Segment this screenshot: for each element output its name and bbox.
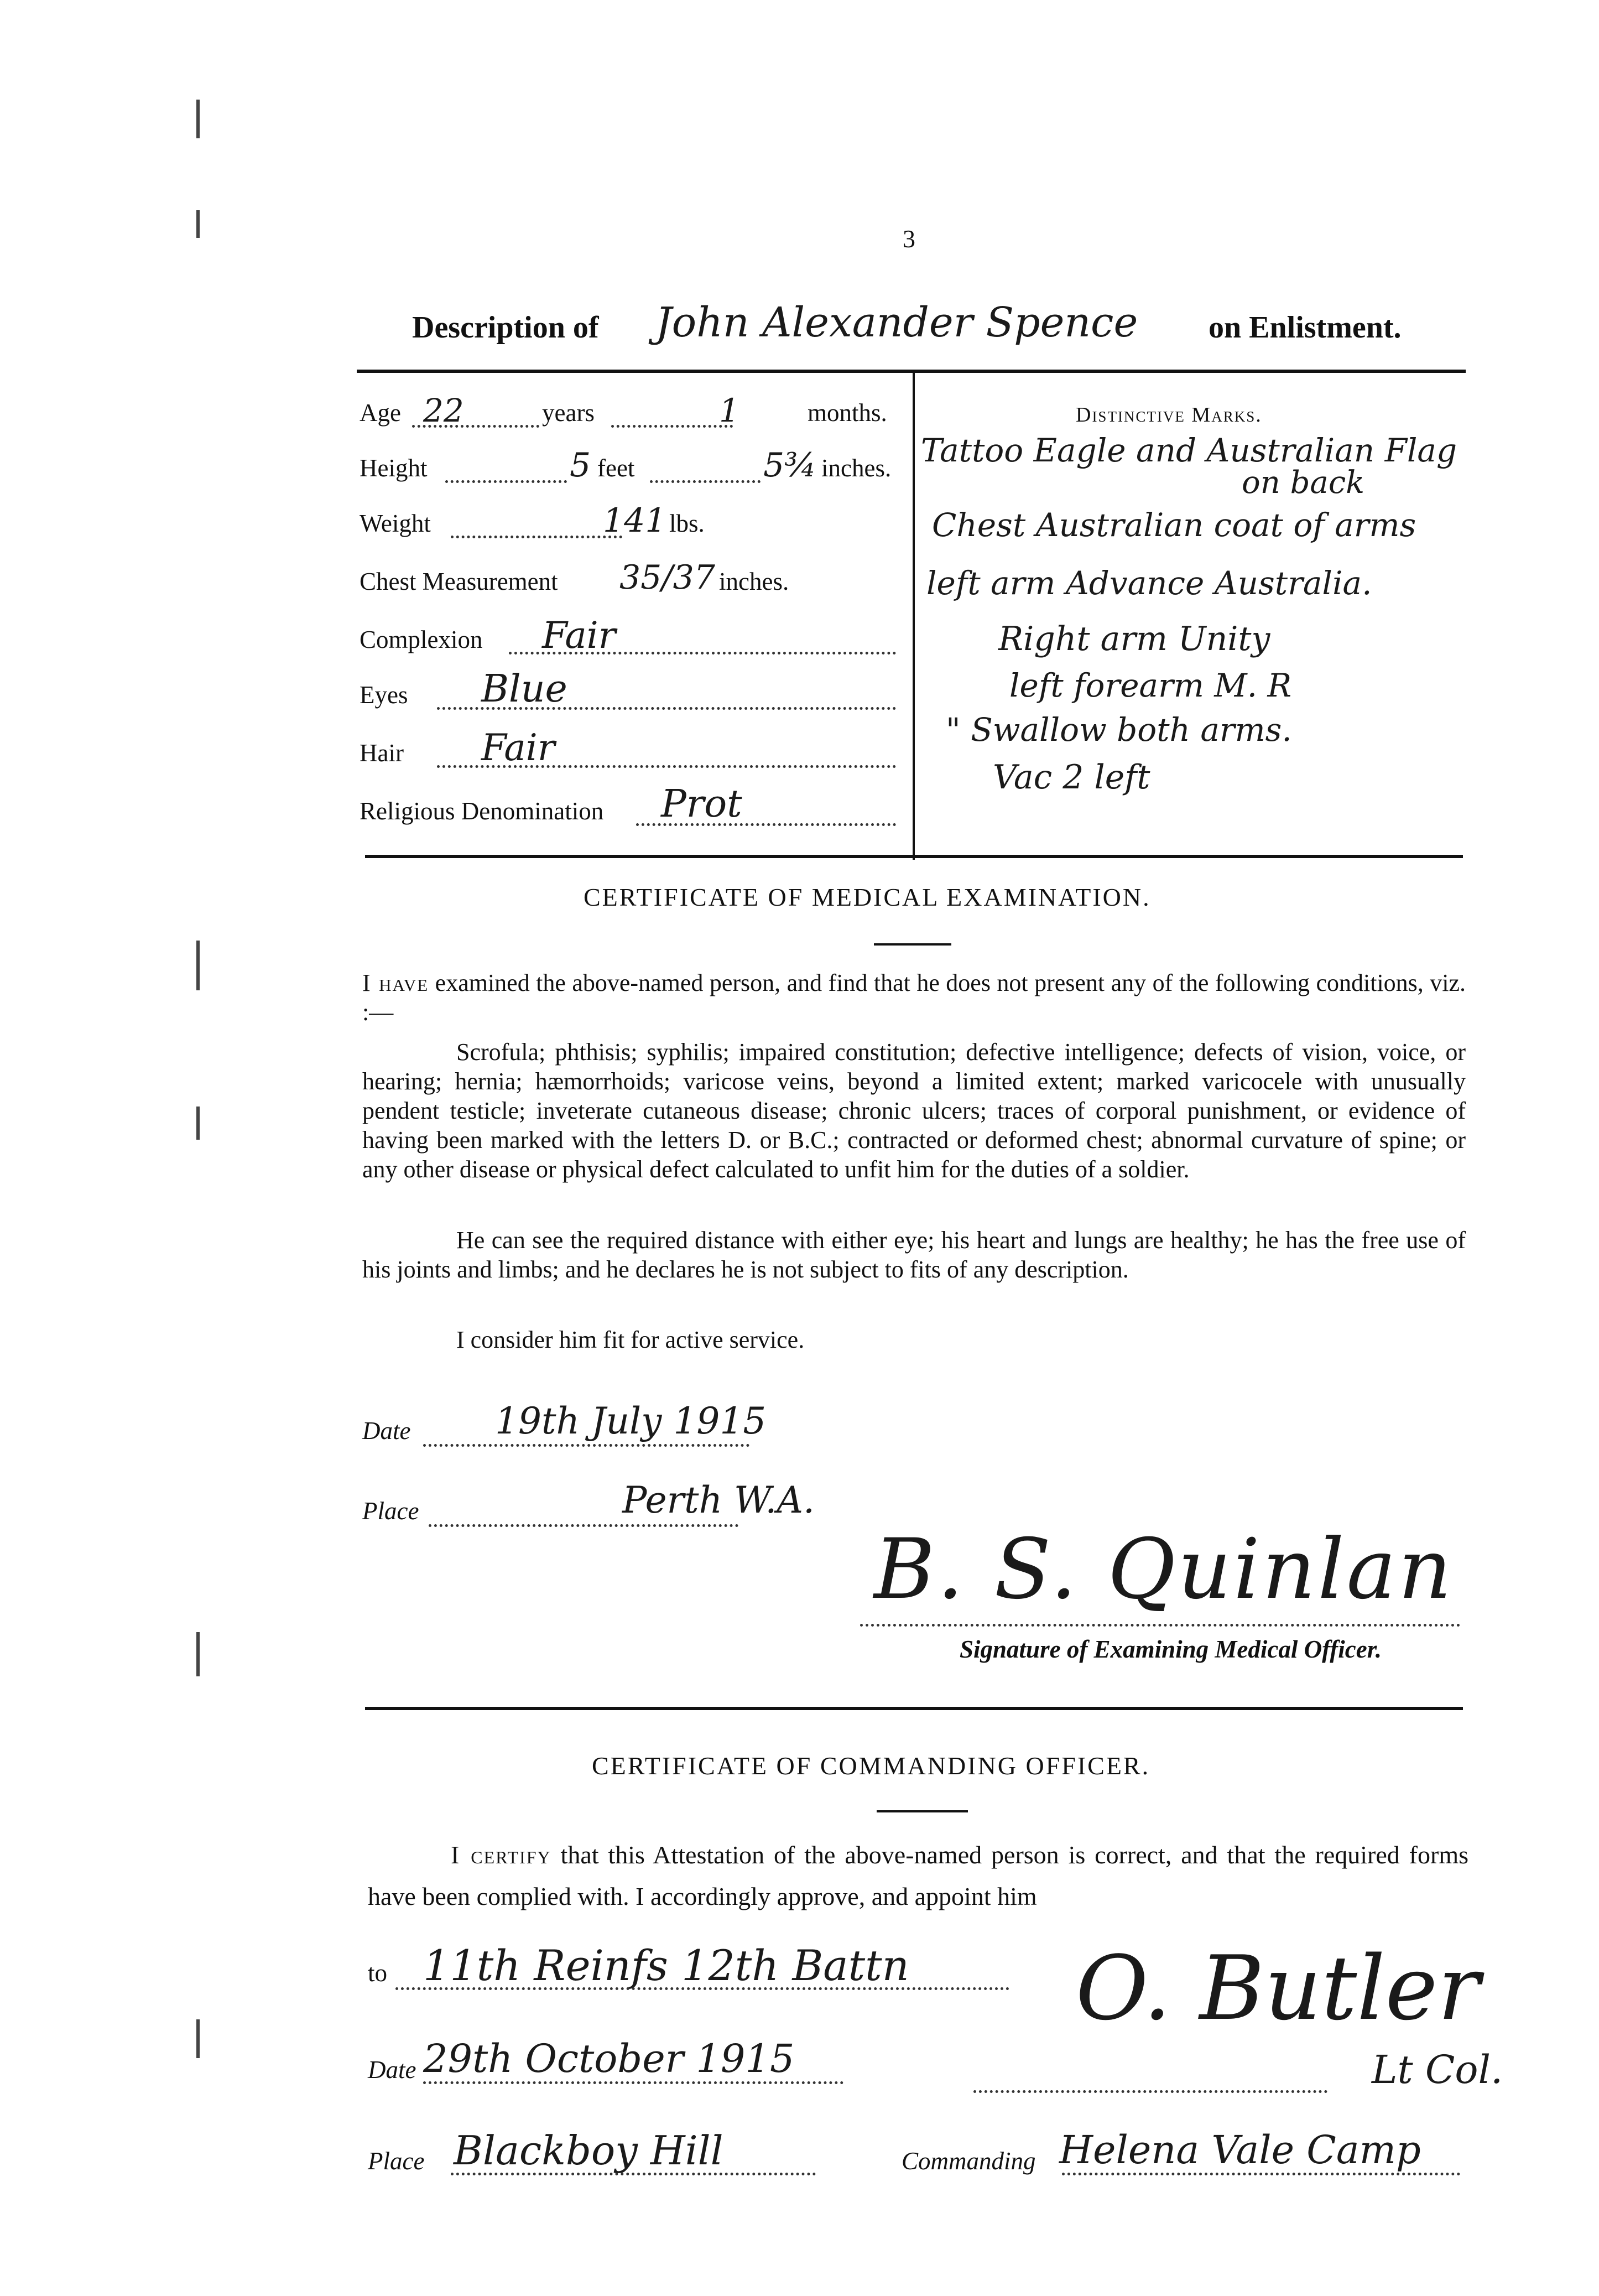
medical-intro [362,968,1466,1027]
complexion-value: Fair [542,614,616,657]
weight-value: 141 [603,501,666,540]
distinctive-marks-list [921,432,1574,819]
intro-lead: I have [362,969,429,996]
heading-underline [877,1810,968,1812]
height-label: Height [360,454,428,482]
scan-mark [196,1632,200,1676]
age-months: 1 [719,392,739,429]
mark-line: Chest Australian coat of arms [932,506,1416,544]
complexion-label: Complexion [360,626,483,653]
religion-row [360,782,899,835]
religion-label: Religious Denomination [360,797,604,825]
medical-place-label: Place [362,1497,419,1525]
medical-date-row [362,1400,971,1455]
commanding-label: Commanding [902,2147,1036,2175]
medical-date-label: Date [362,1417,411,1445]
chest-row [360,558,896,606]
page-number: 3 [903,225,915,253]
scan-mark [196,1107,200,1140]
signature-line [860,1624,1460,1627]
age-row [360,392,896,432]
mark-line: on back [1242,465,1365,501]
scan-mark [196,2019,200,2058]
commanding-rank: Lt Col. [1372,2047,1503,2092]
inches-label: inches. [821,454,892,482]
mark-line: Tattoo Eagle and Australian Flag [921,432,1457,469]
scan-mark [196,941,200,990]
height-row [360,446,907,492]
commanding-place-value: Blackboy Hill [454,2127,723,2174]
medical-signature-caption: Signature of Examining Medical Officer. [960,1635,1382,1663]
certify-rest: that this Attestation of the above-named person is correct, and that the required forms have been complied with. I accordingly approve, and appoint him [368,1841,1469,1910]
chest-label: Chest Measurement [360,568,558,595]
medical-conditions: Scrofula; phthisis; syphilis; impaired constitution; defective intelligence; defects of vision, voice, or hearing; hernia; hæmorrhoids; varicose veins, beyond a limited extent; marked varicocele with unusually pendent testicle; inveterate cutaneous disease; chronic ulcers; traces of corporal punishment, or evidence of having been marked with the letters D. or B.C.; contracted or deformed chest; abnormal curvature of spine; or any other disease or physical defect calculated to unfit him for the duties of a soldier. [362,1038,1466,1183]
mark-line: Vac 2 left [993,758,1150,797]
scan-mark [196,100,200,138]
age-label: Age [360,399,401,427]
medical-sight: He can see the required distance with either eye; his heart and lungs are healthy; he has the free use of his joints and limbs; and he declares he is not subject to fits of any description. [362,1227,1466,1283]
heading-underline [874,943,951,946]
commanding-certify [368,1834,1468,1917]
scan-mark [196,210,200,238]
chest-value: 35/37 [619,558,715,597]
feet-label: feet [597,454,635,482]
height-feet: 5 [570,446,591,485]
signature-line [973,2090,1327,2093]
complexion-row [360,614,899,664]
commanding-date-row [368,2036,921,2091]
age-years: 22 [423,392,464,429]
hair-row [360,726,899,777]
medical-date-value: 19th July 1915 [495,1400,767,1442]
certify-lead: I certify [451,1841,551,1869]
chest-unit: inches. [719,568,789,595]
weight-label: Weight [360,510,431,537]
commanding-officer-signature: O. Butler [1076,1936,1480,2040]
description-title [412,299,1480,360]
intro-rest: examined the above-named person, and find that he does not present any of the following conditions, viz. :— [362,969,1466,1026]
commanding-place-label: Place [368,2147,425,2175]
religion-value: Prot [661,782,742,826]
commanding-unit-row [902,2127,1471,2183]
title-suffix: on Enlistment. [1209,310,1402,345]
mark-line: left arm Advance Australia. [926,564,1372,602]
to-label: to [368,1959,388,1987]
commanding-value: Helena Vale Camp [1059,2127,1421,2173]
appoint-to-row [368,1941,1032,1997]
mark-line: left forearm M. R [1009,667,1292,704]
lbs-label: lbs. [669,510,705,537]
eyes-row [360,667,899,719]
section-rule [365,855,1463,858]
years-label: years [542,399,595,427]
hair-value: Fair [481,726,555,769]
section-rule [365,1707,1463,1710]
distinctive-marks-heading: Distinctive Marks. [1076,403,1262,427]
mark-line: Right arm Unity [998,620,1270,658]
eyes-label: Eyes [360,681,408,709]
months-label: months. [808,399,887,427]
name-handwritten: John Alexander Spence [655,299,1138,346]
medical-place-value: Perth W.A. [622,1479,815,1521]
title-rule [357,370,1466,373]
to-value: 11th Reinfs 12th Battn [423,1941,909,1990]
hair-label: Hair [360,739,404,767]
commanding-heading: CERTIFICATE OF COMMANDING OFFICER. [592,1752,1150,1780]
mark-line: " Swallow both arms. [946,711,1292,749]
title-prefix: Description of [412,310,599,345]
height-inches: 5¾ [763,446,817,485]
medical-fit: I consider him fit for active service. [456,1326,805,1353]
weight-row [360,501,896,548]
commanding-place-row [368,2127,866,2183]
medical-officer-signature: B. S. Quinlan [874,1521,1454,1618]
commanding-date-label: Date [368,2056,416,2084]
column-divider [913,373,915,860]
commanding-date-value: 29th October 1915 [423,2036,795,2081]
medical-heading: CERTIFICATE OF MEDICAL EXAMINATION. [584,883,1151,911]
eyes-value: Blue [481,667,567,711]
